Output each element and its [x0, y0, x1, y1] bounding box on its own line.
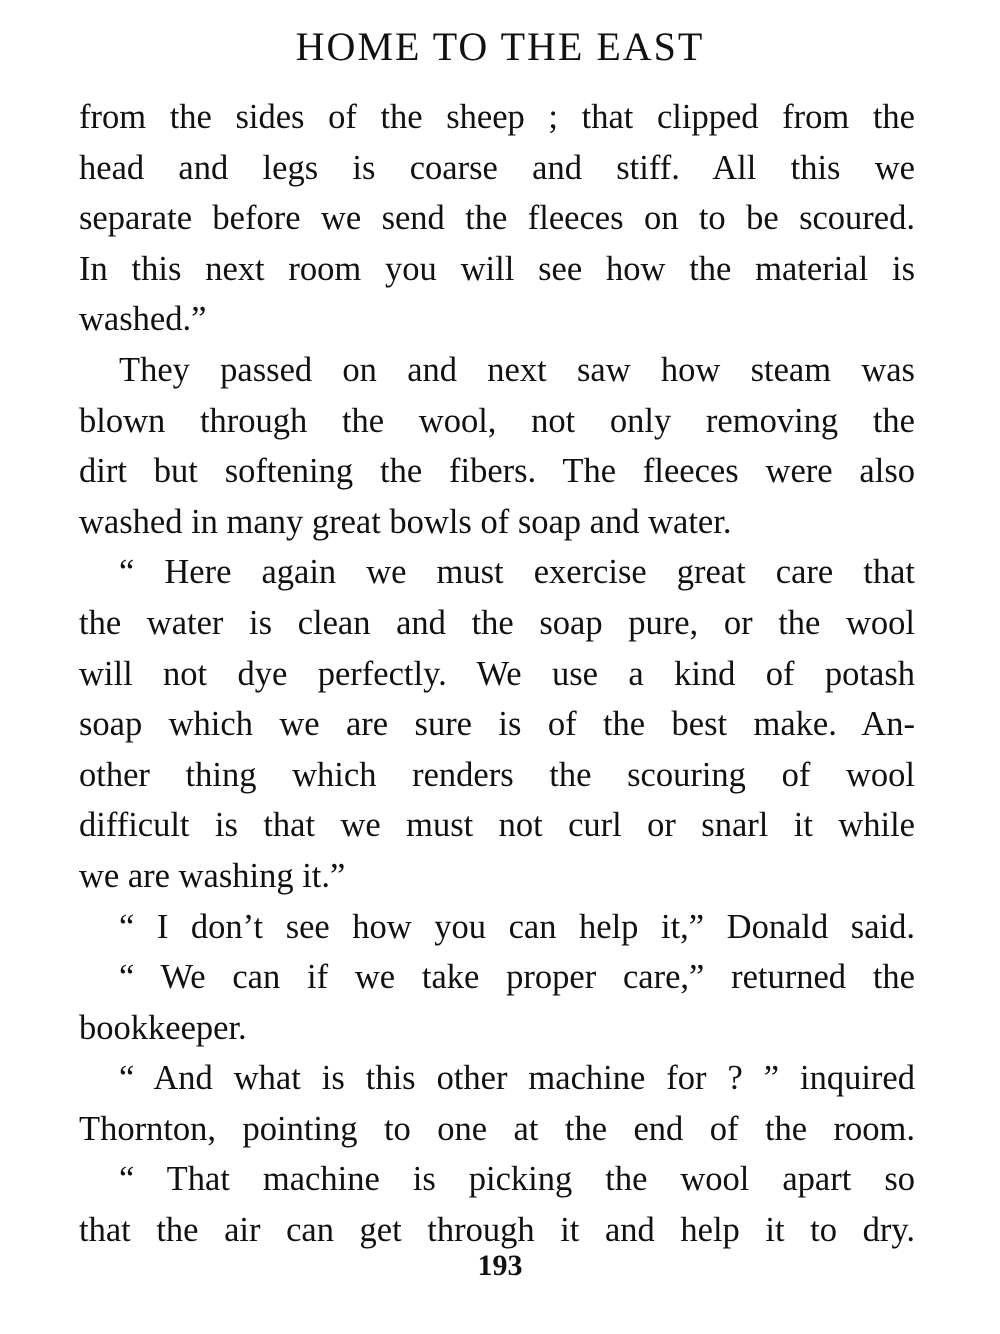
- text-line: washed.”: [79, 300, 207, 339]
- text-line: dirt but softening the fibers. The fleeces were also: [79, 452, 915, 491]
- text-line: “ That machine is picking the wool apart so: [119, 1160, 915, 1199]
- text-line: In this next room you will see how the material is: [79, 249, 915, 288]
- text-line: we are washing it.”: [79, 856, 346, 895]
- running-head: HOME TO THE EAST: [295, 24, 705, 69]
- text-line: will not dye perfectly. We use a kind of potash: [79, 654, 915, 693]
- body-text: [79, 92, 915, 1256]
- text-line: blown through the wool, not only removing the: [79, 401, 915, 440]
- text-line: soap which we are sure is of the best make. An-: [79, 705, 915, 744]
- text-line: head and legs is coarse and stiff. All this we: [79, 148, 915, 187]
- text-line: “ Here again we must exercise great care that: [119, 553, 915, 592]
- text-line: from the sides of the sheep ; that clipped from the: [79, 98, 915, 136]
- text-line: “ I don’t see how you can help it,” Donald said.: [119, 907, 915, 946]
- text-line: that the air can get through it and help it to dry.: [79, 1211, 915, 1250]
- page-number: 193: [477, 1249, 523, 1282]
- text-line: washed in many great bowls of soap and water.: [79, 502, 732, 541]
- text-line: They passed on and next saw how steam was: [119, 350, 915, 389]
- text-line: “ We can if we take proper care,” returned the: [119, 958, 915, 997]
- text-line: difficult is that we must not curl or snarl it while: [79, 806, 915, 845]
- text-line: “ And what is this other machine for ? ” inquired: [119, 1059, 915, 1098]
- text-line: separate before we send the fleeces on to be scoured.: [79, 199, 915, 238]
- text-line: the water is clean and the soap pure, or the wool: [79, 603, 915, 642]
- text-line: Thornton, pointing to one at the end of the room.: [79, 1109, 915, 1148]
- text-line: other thing which renders the scouring of wool: [79, 755, 915, 794]
- text-line: bookkeeper.: [79, 1008, 247, 1047]
